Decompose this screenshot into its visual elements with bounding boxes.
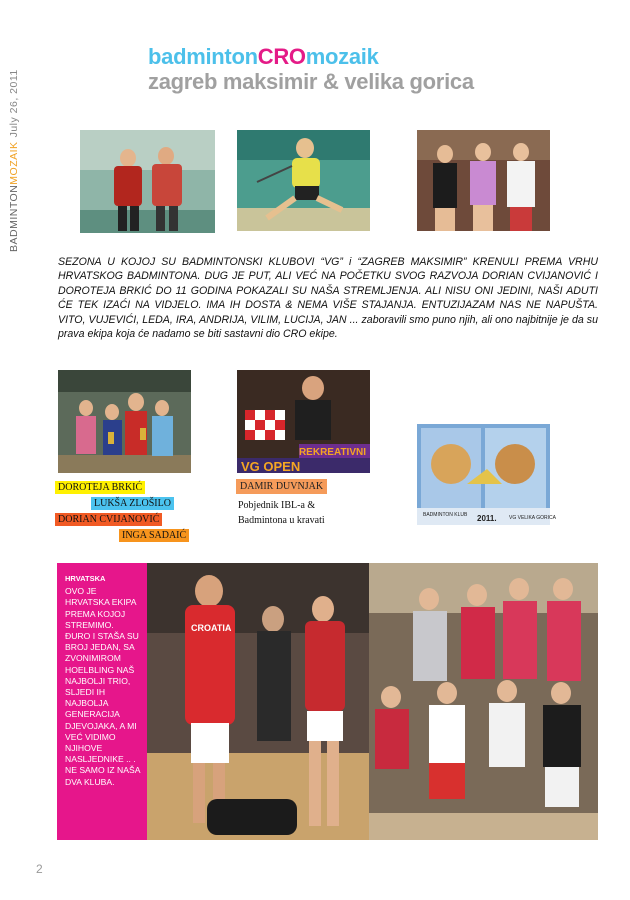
intro-tail-text: ... zaboravili smo puno njih, ali ono najbitnije je da su prava ekipa koja će nadamo se biti sastavni dio CRO ekipe. bbox=[58, 313, 598, 341]
intro-paragraph bbox=[58, 255, 598, 341]
croatia-panel bbox=[57, 563, 598, 840]
side-date: July 26, 2011 bbox=[8, 69, 20, 138]
name-tag-luksa: LUKŠA ZLOŠILO bbox=[91, 497, 174, 510]
poster-left: BADMINTON KLUB bbox=[423, 512, 468, 518]
intro-caps-text: SEZONA U KOJOJ SU BADMINTONSKI KLUBOVI “VG” i “ZAGREB MAKSIMIR” KRENULI PREMA VRHU HRVATSKOG BADMINTONA. DUG JE PUT, ALI VEĆ NA POČETKU SVOG RAZVOJA DORIAN CVIJANOVIĆ I DOROTEJA BRKIĆ DO 11 GODINA POKAZALI SU NAŠA STREMLJENJA. ALI NISU ONI JEDINI, NAŠI ADUTI ĆE TEK IZAĆI NA VIDJELO. IMA IH DOSTA & NEMA VIŠE STAJANJA. ENTUZIJAZAM NAS NE NAPUŠTA. VITO, VUJEVIĆI, LEDA, IRA, ANDRIJA, VILIM, LUCIJA, JAN bbox=[58, 256, 598, 326]
side-brand: BADMINTON bbox=[8, 184, 20, 252]
shirt-text: CROATIA bbox=[191, 623, 232, 633]
page-subtitle: zagreb maksimir & velika gorica bbox=[148, 69, 474, 94]
name-tag-doroteja: DOROTEJA BRKIĆ bbox=[55, 481, 145, 494]
caption-line-1: Pobjednik IBL-a & bbox=[238, 500, 316, 511]
poster-year: 2011. bbox=[477, 514, 497, 523]
side-mozaik: MOZAIK bbox=[8, 141, 20, 185]
title-part-badminton: badminton bbox=[148, 44, 258, 69]
photo-vg-open bbox=[237, 370, 370, 473]
title-part-cro: CRO bbox=[257, 44, 306, 69]
caption-name: DAMIR DUVNJAK bbox=[236, 479, 327, 494]
vg-banner-bottom: VG OPEN bbox=[241, 459, 301, 474]
photo-national-players bbox=[147, 563, 369, 840]
poster-right: VG VELIKA GORICA bbox=[509, 515, 556, 521]
photo-two-boys bbox=[80, 130, 215, 233]
photo-girl-playing bbox=[237, 130, 370, 231]
caption-line-2: Badmintona u kravati bbox=[238, 515, 325, 526]
page-number: 2 bbox=[36, 862, 43, 876]
panel-heading: HRVATSKA bbox=[65, 574, 106, 583]
photo-kids-trophies bbox=[58, 370, 191, 473]
page-title bbox=[148, 44, 379, 70]
panel-text-column bbox=[57, 563, 147, 840]
photo-three-girls bbox=[417, 130, 550, 231]
side-label bbox=[8, 69, 20, 252]
name-tag-inga: INGA SADAIĆ bbox=[119, 529, 189, 542]
photo-club-poster bbox=[417, 424, 556, 525]
name-tag-dorian: DORIAN CVIJANOVIĆ bbox=[55, 513, 162, 526]
title-part-mozaik: mozaik bbox=[305, 44, 379, 69]
vg-banner-top: REKREATIVNI bbox=[298, 447, 366, 458]
photo-team-group bbox=[369, 563, 598, 840]
panel-body: OVO JE HRVATSKA EKIPA PREMA KOJOJ STREMIMO. ĐURO I STAŠA SU BROJ JEDAN, SA ZVONIMIROM HOELBLING NAŠ NAJBOLJI TRIO, SLJEDI IH NAJBOLJA GENERACIJA DJEVOJAKA, A MI VEĆ VIDIMO NJIHOVE NASLJEDNIKE .. . NE SAMO IZ NAŠA DVA KLUBA. bbox=[65, 586, 140, 787]
caption-text bbox=[238, 498, 358, 528]
